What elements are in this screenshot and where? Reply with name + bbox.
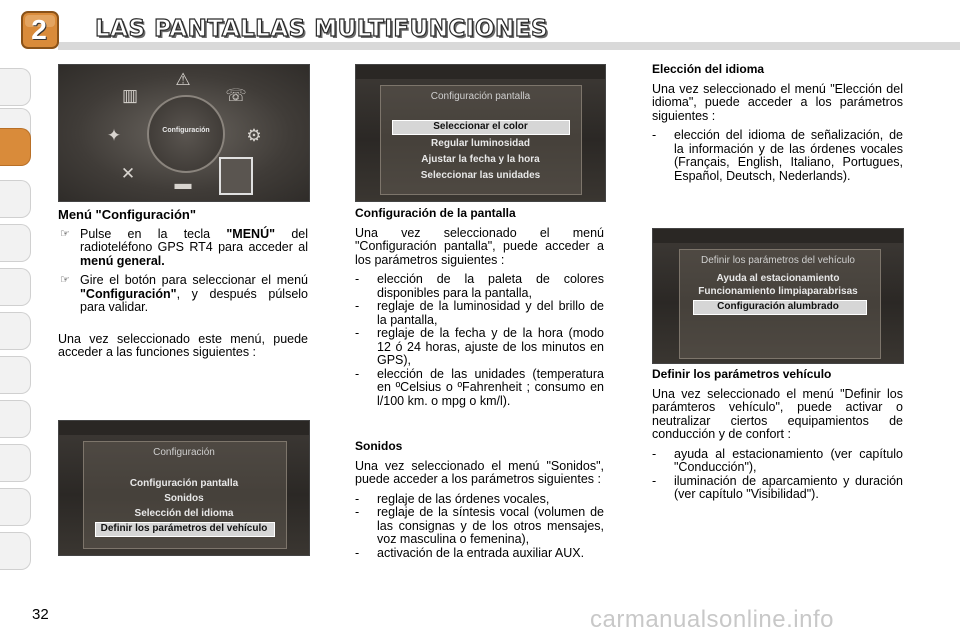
chapter-tab-rail [0,60,32,580]
menu-title: Definir los parámetros del vehículo [701,255,855,266]
menu-item[interactable]: Seleccionar las unidades [420,170,541,181]
wheel-hub [147,95,225,173]
list-item: - reglaje de la síntesis vocal (volumen de las consignas y de los otros mensajes, voz masculina o femenina), [355,505,604,546]
menu-item[interactable]: Configuración alumbrado [717,301,839,312]
pointing-hand-icon: ☞ [60,227,70,240]
page-title: LAS PANTALLAS MULTIFUNCIONES [95,16,549,42]
warning-icon: ⚠ [175,70,191,89]
body-text: Una vez seleccionado el menú "Sonidos", puede acceder a los parámetros siguientes : [355,458,604,486]
chapter-tab-11[interactable] [0,532,31,570]
chapter-tab-3[interactable] [0,180,31,218]
screen-configuracion [58,420,310,556]
chapter-tab-1[interactable] [0,68,31,106]
section-heading: Configuración de la pantalla [355,206,516,220]
screen-menu-wheel [58,64,310,202]
chapter-tab-6[interactable] [0,312,31,350]
menu-item[interactable]: Selección del idioma [134,508,234,519]
chapter-tab-9[interactable] [0,444,31,482]
instruction-item: ☞ Pulse en la tecla "MENÚ" del radioteléfono GPS RT4 para acceder al menú general. [60,226,308,268]
section-heading: Sonidos [355,439,403,453]
telephone-icon: ☏ [225,86,247,105]
section-heading: Definir los parámetros vehículo [652,367,832,381]
menu-item[interactable]: Sonidos [164,493,204,504]
trip-computer-icon: ▬ [174,174,192,193]
menu-title: Configuración pantalla [430,91,531,102]
list-item: - reglaje de las órdenes vocales, [355,491,550,506]
body-text: Una vez seleccionado el menú "Configuración pantalla", puede acceder a los parámetros siguientes : [355,225,604,267]
column-3-parametros [652,368,903,502]
page-number: 32 [32,606,49,623]
column-1 [58,208,308,360]
list-item: - elección de las unidades (temperatura en ºCelsius o ºFahrenheit ; consumo en l/100 km. o mpg o km/l). [355,366,604,408]
column-2 [355,207,604,408]
chapter-number: 2 [31,14,47,45]
section-heading: Menú "Configuración" [58,207,196,222]
settings-icon: ⚙ [246,126,262,145]
list-item: - ayuda al estacionamiento (ver capítulo "Conducción"), [652,446,903,474]
navigation-icon: ✦ [106,126,122,145]
screen-status-bar [356,65,605,79]
body-text: Una vez seleccionado el menú "Definir los parámteros vehículo", puede activar o neutralizar ciertos equipamientos de conducción y de confort : [652,386,903,441]
screen-parametros-vehiculo [652,228,904,364]
pointing-hand-icon: ☞ [60,274,70,286]
column-2-sonidos [355,440,604,560]
chapter-tab-8[interactable] [0,400,31,438]
list-item: - reglaje de la luminosidad y del brillo de la pantalla, [355,299,604,327]
tools-icon: ✕ [120,164,136,183]
chapter-tab-7[interactable] [0,356,31,394]
list-item: - elección del idioma de señalización, de la información y de las órdenes vocales (Français, English, Italiano, Portugues, Español, Deutsch, Nederlands). [652,128,903,183]
chapter-tab-5[interactable] [0,268,31,306]
wheel-center-label: Configuración [162,127,210,134]
watermark: carmanualsonline.info [590,606,834,633]
menu-item[interactable]: Ajustar la fecha y la hora [421,154,540,165]
instruction-item: ☞ Gire el botón para seleccionar el menú "Configuración", y después púlselo para validar. [60,273,308,314]
screen-status-bar [59,421,309,435]
screen-config-pantalla [355,64,606,202]
chapter-tab-10[interactable] [0,488,31,526]
menu-title: Configuración [153,447,215,458]
menu-item[interactable]: Definir los parámetros del vehículo [100,523,268,534]
section-heading: Elección del idioma [652,62,765,76]
menu-item[interactable]: Seleccionar el color [433,121,528,132]
chapter-tab-4[interactable] [0,224,31,262]
column-3 [652,63,903,183]
list-item: - elección de la paleta de colores disponibles para la pantalla, [355,272,604,300]
screen-status-bar [653,229,903,243]
list-item: - activación de la entrada auxiliar AUX. [355,545,585,560]
body-text: Una vez seleccionado este menú, puede acceder a las funciones siguientes : [58,331,308,359]
chapter-tab-active[interactable] [0,128,31,166]
menu-item[interactable]: Configuración pantalla [129,478,239,489]
list-item: - reglaje de la fecha y de la hora (modo 12 ó 24 horas, ajuste de los minutos en GPS), [355,326,604,367]
header-rule [58,42,960,50]
list-item: - iluminación de aparcamiento y duración (ver capítulo "Visibilidad"). [652,473,903,501]
menu-item[interactable]: Funcionamiento limpiaparabrisas [698,286,858,297]
config-screen-icon [219,157,253,195]
menu-item[interactable]: Regular luminosidad [431,138,530,149]
radio-icon: ▥ [121,86,139,105]
menu-item[interactable]: Ayuda al estacionamiento [716,273,840,284]
body-text: Una vez seleccionado el menú "Elección del idioma", puede acceder a los parámetros siguientes : [652,81,903,123]
